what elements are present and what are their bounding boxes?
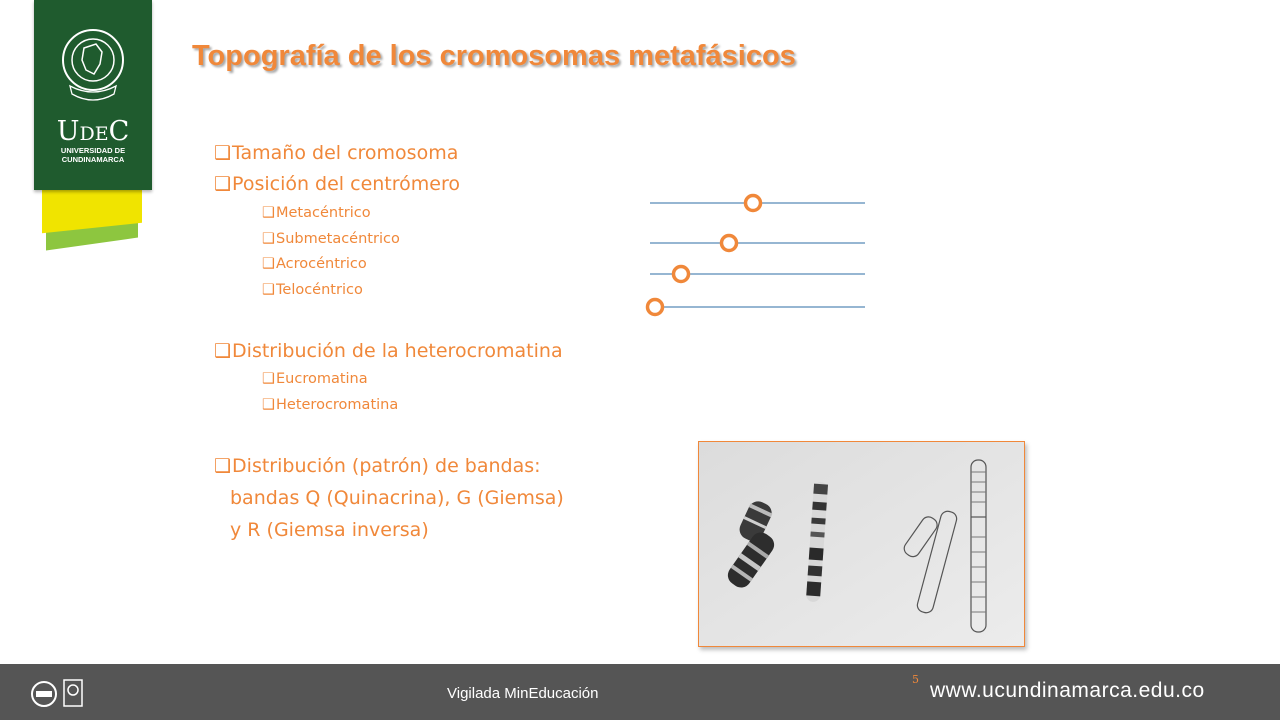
checkbox-bullet-icon: ❑ — [262, 256, 275, 272]
checkbox-bullet-icon: ❑ — [262, 397, 275, 413]
checkbox-bullet-icon: ❑ — [214, 340, 232, 362]
vigilada-label: Vigilada MinEducación — [447, 685, 599, 702]
centromere-metacentric — [746, 196, 761, 211]
checkbox-bullet-icon: ❑ — [214, 173, 232, 195]
certification-logos-icon — [28, 676, 98, 712]
checkbox-bullet-icon: ❑ — [262, 231, 275, 247]
bullet-chromosome-size: ❑Tamaño del cromosoma — [214, 142, 459, 164]
sub-bullet-heterochromatin: ❑Heterocromatina — [262, 397, 399, 413]
website-link[interactable]: www.ucundinamarca.edu.co — [930, 679, 1205, 702]
centromere-position-diagram — [640, 185, 880, 325]
university-logo — [30, 0, 155, 260]
page-number: 5 — [912, 673, 919, 686]
logo-banner — [34, 0, 152, 190]
centromere-acrocentric — [674, 267, 689, 282]
university-seal-icon — [60, 24, 126, 110]
centromere-submetacentric — [722, 236, 737, 251]
checkbox-bullet-icon: ❑ — [214, 142, 232, 164]
logo-university-name: UNIVERSIDAD DE CUNDINAMARCA — [60, 146, 126, 164]
sub-bullet-acrocentric: ❑Acrocéntrico — [262, 256, 367, 272]
checkbox-bullet-icon: ❑ — [214, 455, 232, 477]
checkbox-bullet-icon: ❑ — [262, 282, 275, 298]
checkbox-bullet-icon: ❑ — [262, 205, 275, 221]
sub-bullet-submetacentric: ❑Submetacéntrico — [262, 231, 400, 247]
sub-bullet-euchromatin: ❑Eucromatina — [262, 371, 368, 387]
bullet-heterochromatin-distribution: ❑Distribución de la heterocromatina — [214, 340, 563, 362]
bullet-band-distribution-line2: bandas Q (Quinacrina), G (Giemsa) — [230, 487, 564, 509]
bullet-band-distribution-line3: y R (Giemsa inversa) — [230, 519, 429, 541]
centromere-telocentric — [648, 300, 663, 315]
page-title: Topografía de los cromosomas metafásicos — [192, 40, 796, 72]
banded-chromosomes-image — [698, 441, 1025, 647]
bullet-centromere-position: ❑Posición del centrómero — [214, 173, 460, 195]
chromosome-bands-illustration — [699, 442, 1024, 646]
sub-bullet-metacentric: ❑Metacéntrico — [262, 205, 371, 221]
sub-bullet-telocentric: ❑Telocéntrico — [262, 282, 363, 298]
checkbox-bullet-icon: ❑ — [262, 371, 275, 387]
bullet-band-distribution: ❑Distribución (patrón) de bandas: — [214, 455, 541, 477]
logo-acronym: UDEC — [56, 116, 130, 147]
